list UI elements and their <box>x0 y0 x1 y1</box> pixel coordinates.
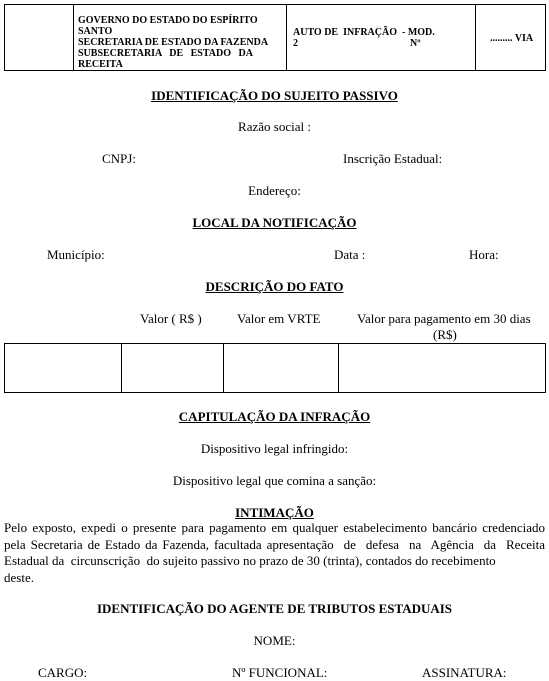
doc-title-a: AUTO DE INFRAÇÃO - MOD. <box>293 27 435 38</box>
dispositivo-infringido-label: Dispositivo legal infringido: <box>200 441 349 456</box>
org-line-4: SUBSECRETARIA DE ESTADO DA <box>78 48 253 59</box>
intimacao-line-1: Pelo exposto, expedi o presente para pagamento em qualquer estabelecimento bancário credenciado <box>4 520 545 535</box>
inscricao-estadual-label: Inscrição Estadual: <box>343 151 443 166</box>
doc-title-b: 2 <box>293 38 298 49</box>
col-pagamento-label: Valor para pagamento em 30 dias <box>357 311 531 326</box>
col-pagamento-unit: (R$) <box>433 327 457 342</box>
razao-social-label: Razão social : <box>238 119 311 134</box>
section-title-intimacao: INTIMAÇÃO <box>235 505 314 520</box>
section-title-local: LOCAL DA NOTIFICAÇÃO <box>192 215 357 230</box>
fato-cell-pagamento[interactable] <box>338 343 546 393</box>
funcional-label: Nº FUNCIONAL: <box>232 665 328 680</box>
section-title-capitulacao: CAPITULAÇÃO DA INFRAÇÃO <box>178 409 371 424</box>
section-title-fato: DESCRIÇÃO DO FATO <box>205 279 344 294</box>
header-org-cell <box>73 4 287 71</box>
org-line-2: SANTO <box>78 26 113 37</box>
fato-cell-valor[interactable] <box>121 343 224 393</box>
intimacao-line-4: deste. <box>4 569 34 585</box>
org-line-5: RECEITA <box>78 59 123 70</box>
nome-label: NOME: <box>253 633 296 648</box>
data-label: Data : <box>334 247 366 262</box>
section-title-sujeito: IDENTIFICAÇÃO DO SUJEITO PASSIVO <box>151 88 398 103</box>
hora-label: Hora: <box>469 247 499 262</box>
via-label: ......... VIA <box>490 33 534 44</box>
org-line-1: GOVERNO DO ESTADO DO ESPÍRITO <box>78 15 258 26</box>
dispositivo-sancao-label: Dispositivo legal que comina a sanção: <box>172 473 377 488</box>
endereco-label: Endereço: <box>248 183 301 198</box>
intimacao-paragraph <box>4 520 545 586</box>
cargo-label: CARGO: <box>38 665 88 680</box>
fato-cell-description[interactable] <box>4 343 122 393</box>
header-title-cell <box>286 4 476 71</box>
header-logo-cell <box>4 4 74 71</box>
assinatura-label: ASSINATURA: <box>422 665 507 680</box>
org-line-3: SECRETARIA DE ESTADO DA FAZENDA <box>78 37 269 48</box>
intimacao-line-2: pela Secretaria de Estado da Fazenda, facultada apresentação de defesa na Agência da Receita <box>4 536 545 552</box>
municipio-label: Município: <box>47 247 105 262</box>
col-valor-label: Valor ( R$ ) <box>140 311 202 326</box>
col-vrte-label: Valor em VRTE <box>237 311 321 326</box>
doc-number-label: Nº <box>410 38 421 49</box>
cnpj-label: CNPJ: <box>102 151 136 166</box>
fato-cell-vrte[interactable] <box>223 343 339 393</box>
intimacao-line-3: Estadual da circunscrição do sujeito passivo no prazo de 30 (trinta), contados do recebimento <box>4 553 496 568</box>
section-title-agente: IDENTIFICAÇÃO DO AGENTE DE TRIBUTOS ESTADUAIS <box>96 601 453 616</box>
header-via-cell <box>475 4 546 71</box>
